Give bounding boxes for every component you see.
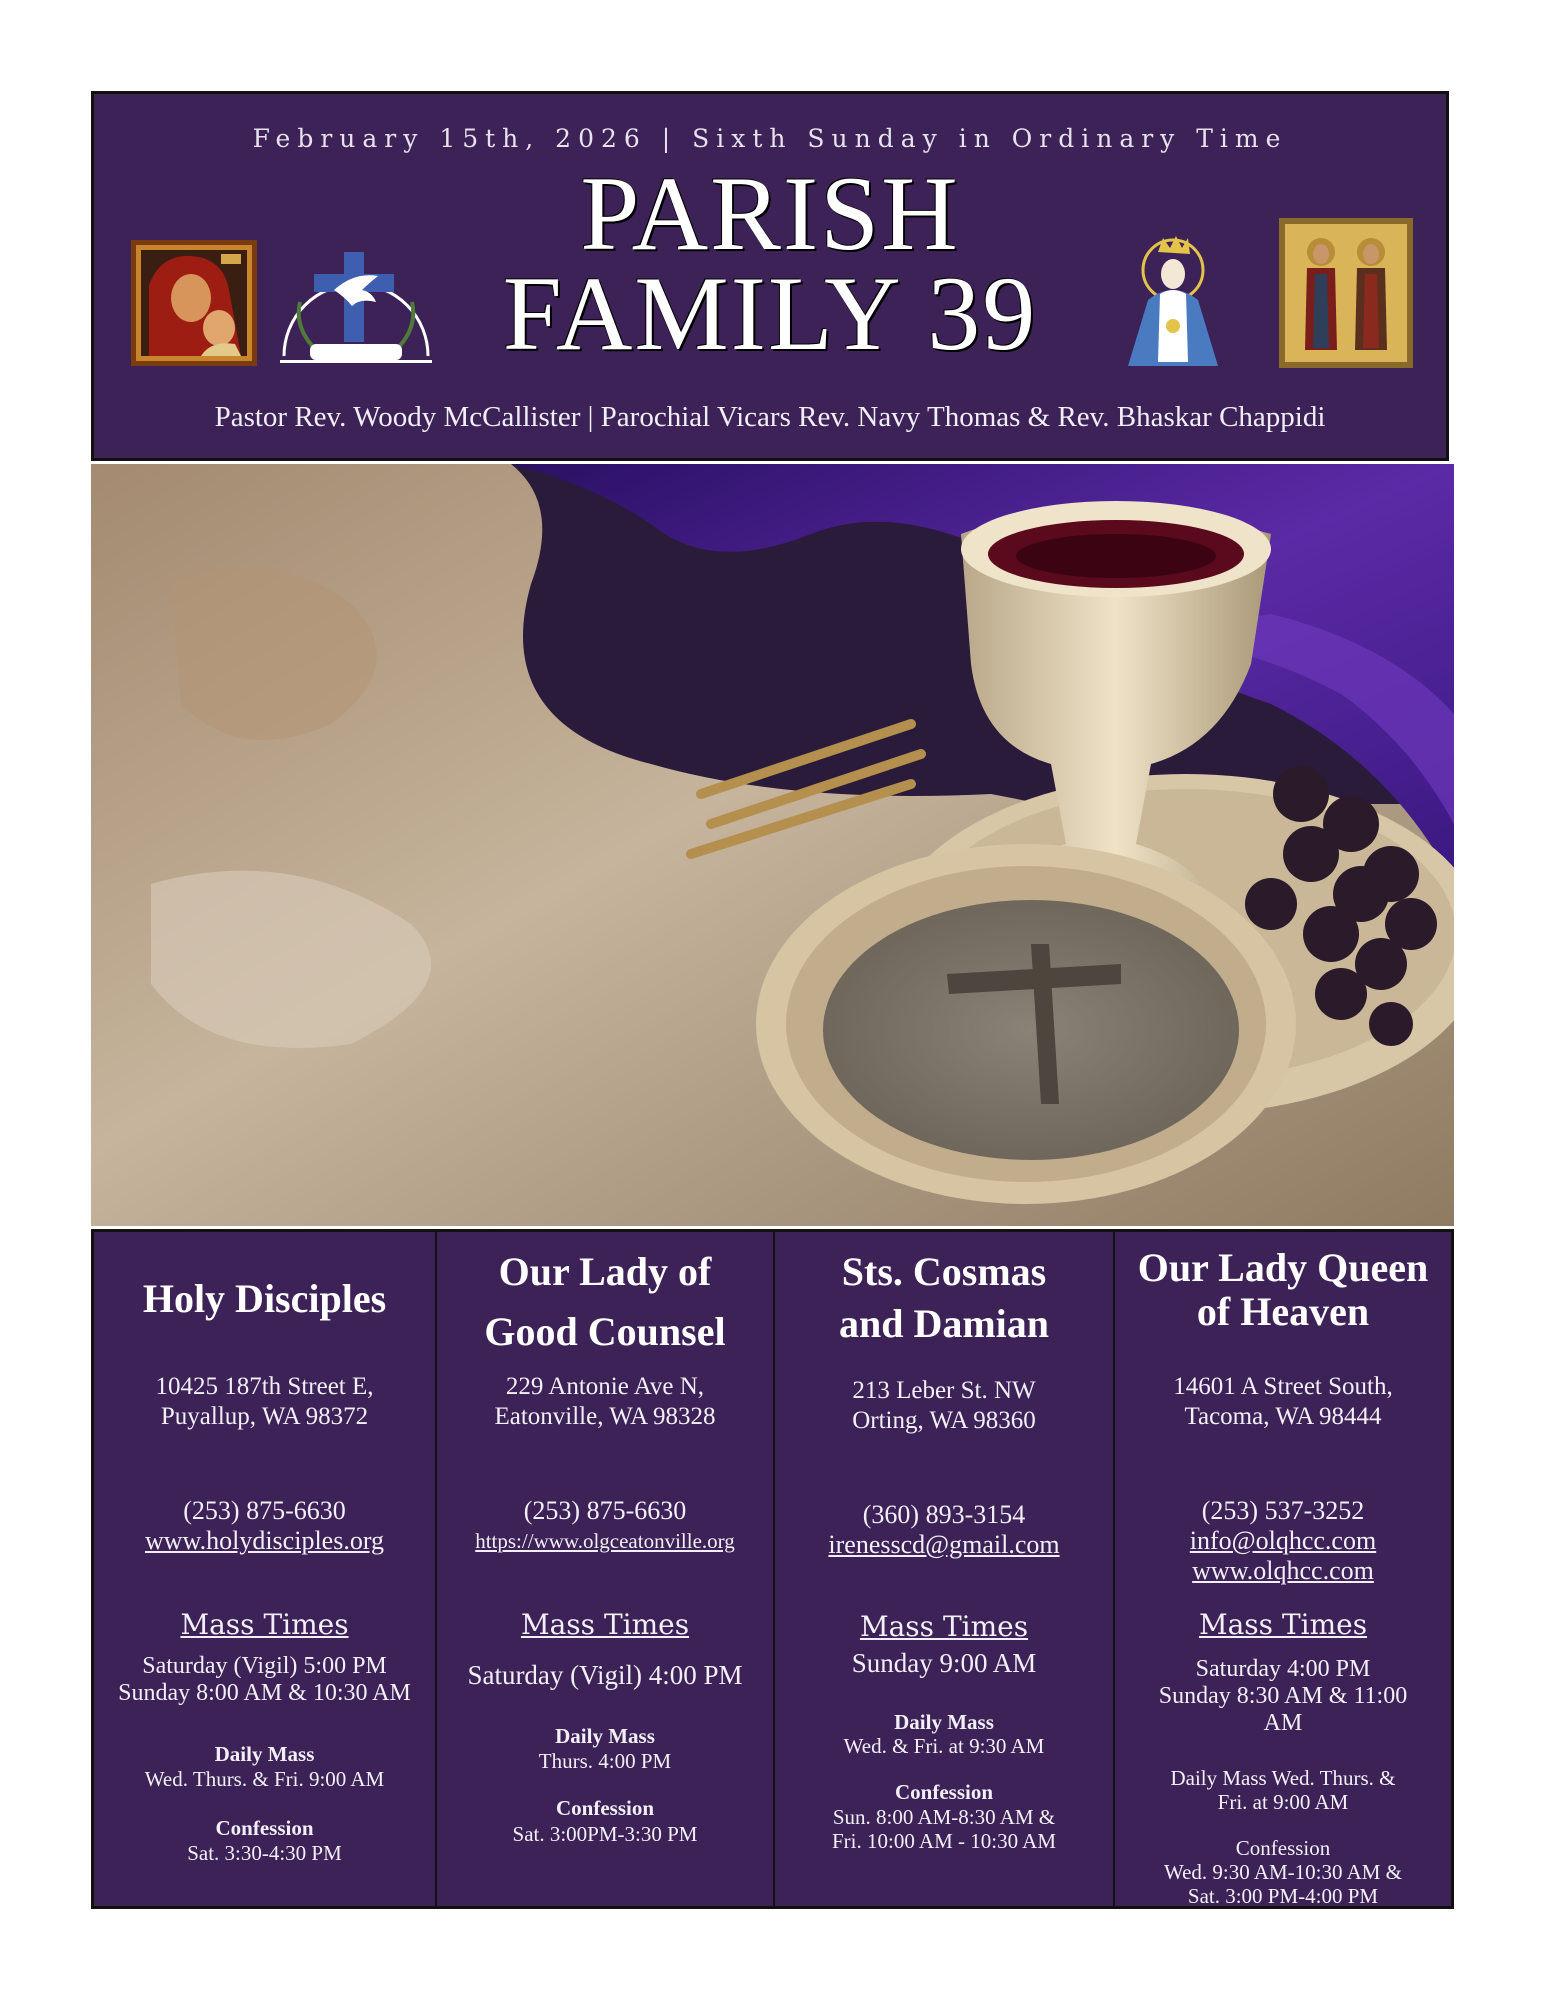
two-saints-icon [1279,218,1413,368]
email-link[interactable]: irenesscd@gmail.com [828,1530,1060,1559]
parish-name-line-2: Good Counsel [484,1309,726,1354]
daily-mass-times: Wed. & Fri. at 9:30 AM [843,1734,1045,1758]
parish-name-line-1: Our Lady of [498,1249,712,1294]
parish-address [775,1376,1113,1436]
parish-name-line-2: and Damian [838,1301,1050,1346]
confession-heading: Confession [555,1796,655,1820]
confession-time-2: Sat. 3:00 PM-4:00 PM [1187,1884,1379,1908]
parish-contact [94,1496,435,1556]
mass-time-1: Saturday (Vigil) 4:00 PM [467,1660,743,1690]
mass-time-2: Sunday 8:30 AM & 11:00 [1158,1683,1408,1709]
daily-mass-line-1: Daily Mass Wed. Thurs. & [1170,1766,1396,1790]
madonna-icon [131,240,257,366]
cross-dove-logo-icon [276,232,436,374]
title-line-2: FAMILY 39 [502,255,1038,372]
confession-heading: Confession [1235,1836,1331,1860]
parish-name [775,1246,1113,1350]
parish-name-line-2: of Heaven [1196,1289,1370,1334]
address-line-1: 14601 A Street South, [1173,1373,1393,1400]
parish-directory [91,1229,1454,1909]
daily-mass-times: Thurs. 4:00 PM [538,1749,672,1773]
website-link[interactable]: www.olqhcc.com [1192,1556,1374,1585]
mass-times-heading: Mass Times [859,1610,1029,1643]
website-link[interactable]: www.holydisciples.org [144,1526,385,1555]
daily-mass-heading: Daily Mass [214,1742,315,1766]
daily-mass-heading: Daily Mass [894,1710,994,1734]
daily-mass-times: Wed. Thurs. & Fri. 9:00 AM [144,1767,385,1791]
address-line-2: Tacoma, WA 98444 [1184,1403,1382,1430]
parish-name [437,1242,773,1362]
parish-contact [1115,1496,1451,1586]
title-line-1: PARISH [580,155,960,272]
mass-times [94,1653,435,1707]
address-line-1: 229 Antonie Ave N, [505,1373,705,1400]
address-line-2: Orting, WA 98360 [852,1407,1036,1434]
mass-times [437,1662,773,1689]
mass-times-heading: Mass Times [1198,1608,1368,1641]
confession-times [775,1805,1113,1853]
mass-time-1: Saturday (Vigil) 5:00 PM [142,1653,387,1679]
parish-contact [437,1496,773,1556]
address-line-2: Puyallup, WA 98372 [160,1403,369,1430]
phone-number[interactable]: (253) 875-6630 [523,1496,687,1525]
parish-name [1115,1246,1451,1334]
phone-number[interactable]: (253) 537-3252 [1201,1496,1365,1525]
website-link[interactable]: https://www.olgceatonville.org [475,1529,735,1553]
daily-mass-heading: Daily Mass [555,1724,655,1748]
confession-time-1: Sun. 8:00 AM-8:30 AM & [832,1805,1056,1829]
chalice-ashes-photo [91,464,1454,1226]
parish-card-sts-cosmas-damian [775,1232,1115,1906]
crowned-queen-icon [1118,230,1228,370]
address-line-1: 10425 187th Street E, [155,1373,374,1400]
confession-time-1: Wed. 9:30 AM-10:30 AM & [1163,1860,1403,1884]
mass-time-1: Saturday 4:00 PM [1195,1656,1371,1682]
daily-mass-line-2: Fri. at 9:00 AM [1217,1790,1349,1814]
parish-address [437,1372,773,1432]
mass-time-3: AM [1263,1710,1303,1736]
parish-name: Holy Disciples [142,1276,387,1321]
clergy-line: Pastor Rev. Woody McCallister | Parochial Vicars Rev. Navy Thomas & Rev. Bhaskar Chappidi [214,401,1326,433]
parish-card-our-lady-queen-heaven [1115,1232,1451,1906]
mass-times-heading: Mass Times [180,1608,349,1641]
confession-times [1115,1860,1451,1908]
confession-heading: Confession [894,1780,994,1804]
mass-times [1115,1656,1451,1737]
parish-name-line-1: Sts. Cosmas [841,1249,1047,1294]
daily-mass-times [1115,1766,1451,1814]
parish-address [1115,1372,1451,1432]
parish-name-line-1: Our Lady Queen [1137,1245,1429,1290]
address-line-2: Eatonville, WA 98328 [494,1403,716,1430]
mass-time-1: Sunday 9:00 AM [851,1648,1037,1678]
phone-number[interactable]: (253) 875-6630 [183,1496,346,1525]
parish-address [94,1372,435,1432]
mass-times [775,1650,1113,1677]
parish-card-our-lady-good-counsel [437,1232,775,1906]
phone-number[interactable]: (360) 893-3154 [862,1500,1026,1529]
mass-time-2: Sunday 8:00 AM & 10:30 AM [118,1680,411,1706]
email-link[interactable]: info@olqhcc.com [1189,1526,1377,1555]
address-line-1: 213 Leber St. NW [852,1377,1036,1404]
mass-times-heading: Mass Times [520,1608,690,1641]
bulletin-header [91,91,1449,461]
date-line: February 15th, 2026 | Sixth Sunday in Ordinary Time [252,124,1288,153]
confession-heading: Confession [215,1816,314,1840]
confession-times: Sat. 3:30-4:30 PM [187,1841,342,1865]
parish-contact [775,1500,1113,1560]
confession-time-2: Fri. 10:00 AM - 10:30 AM [831,1829,1057,1853]
confession-times: Sat. 3:00PM-3:30 PM [512,1822,698,1846]
parish-card-holy-disciples [94,1232,437,1906]
